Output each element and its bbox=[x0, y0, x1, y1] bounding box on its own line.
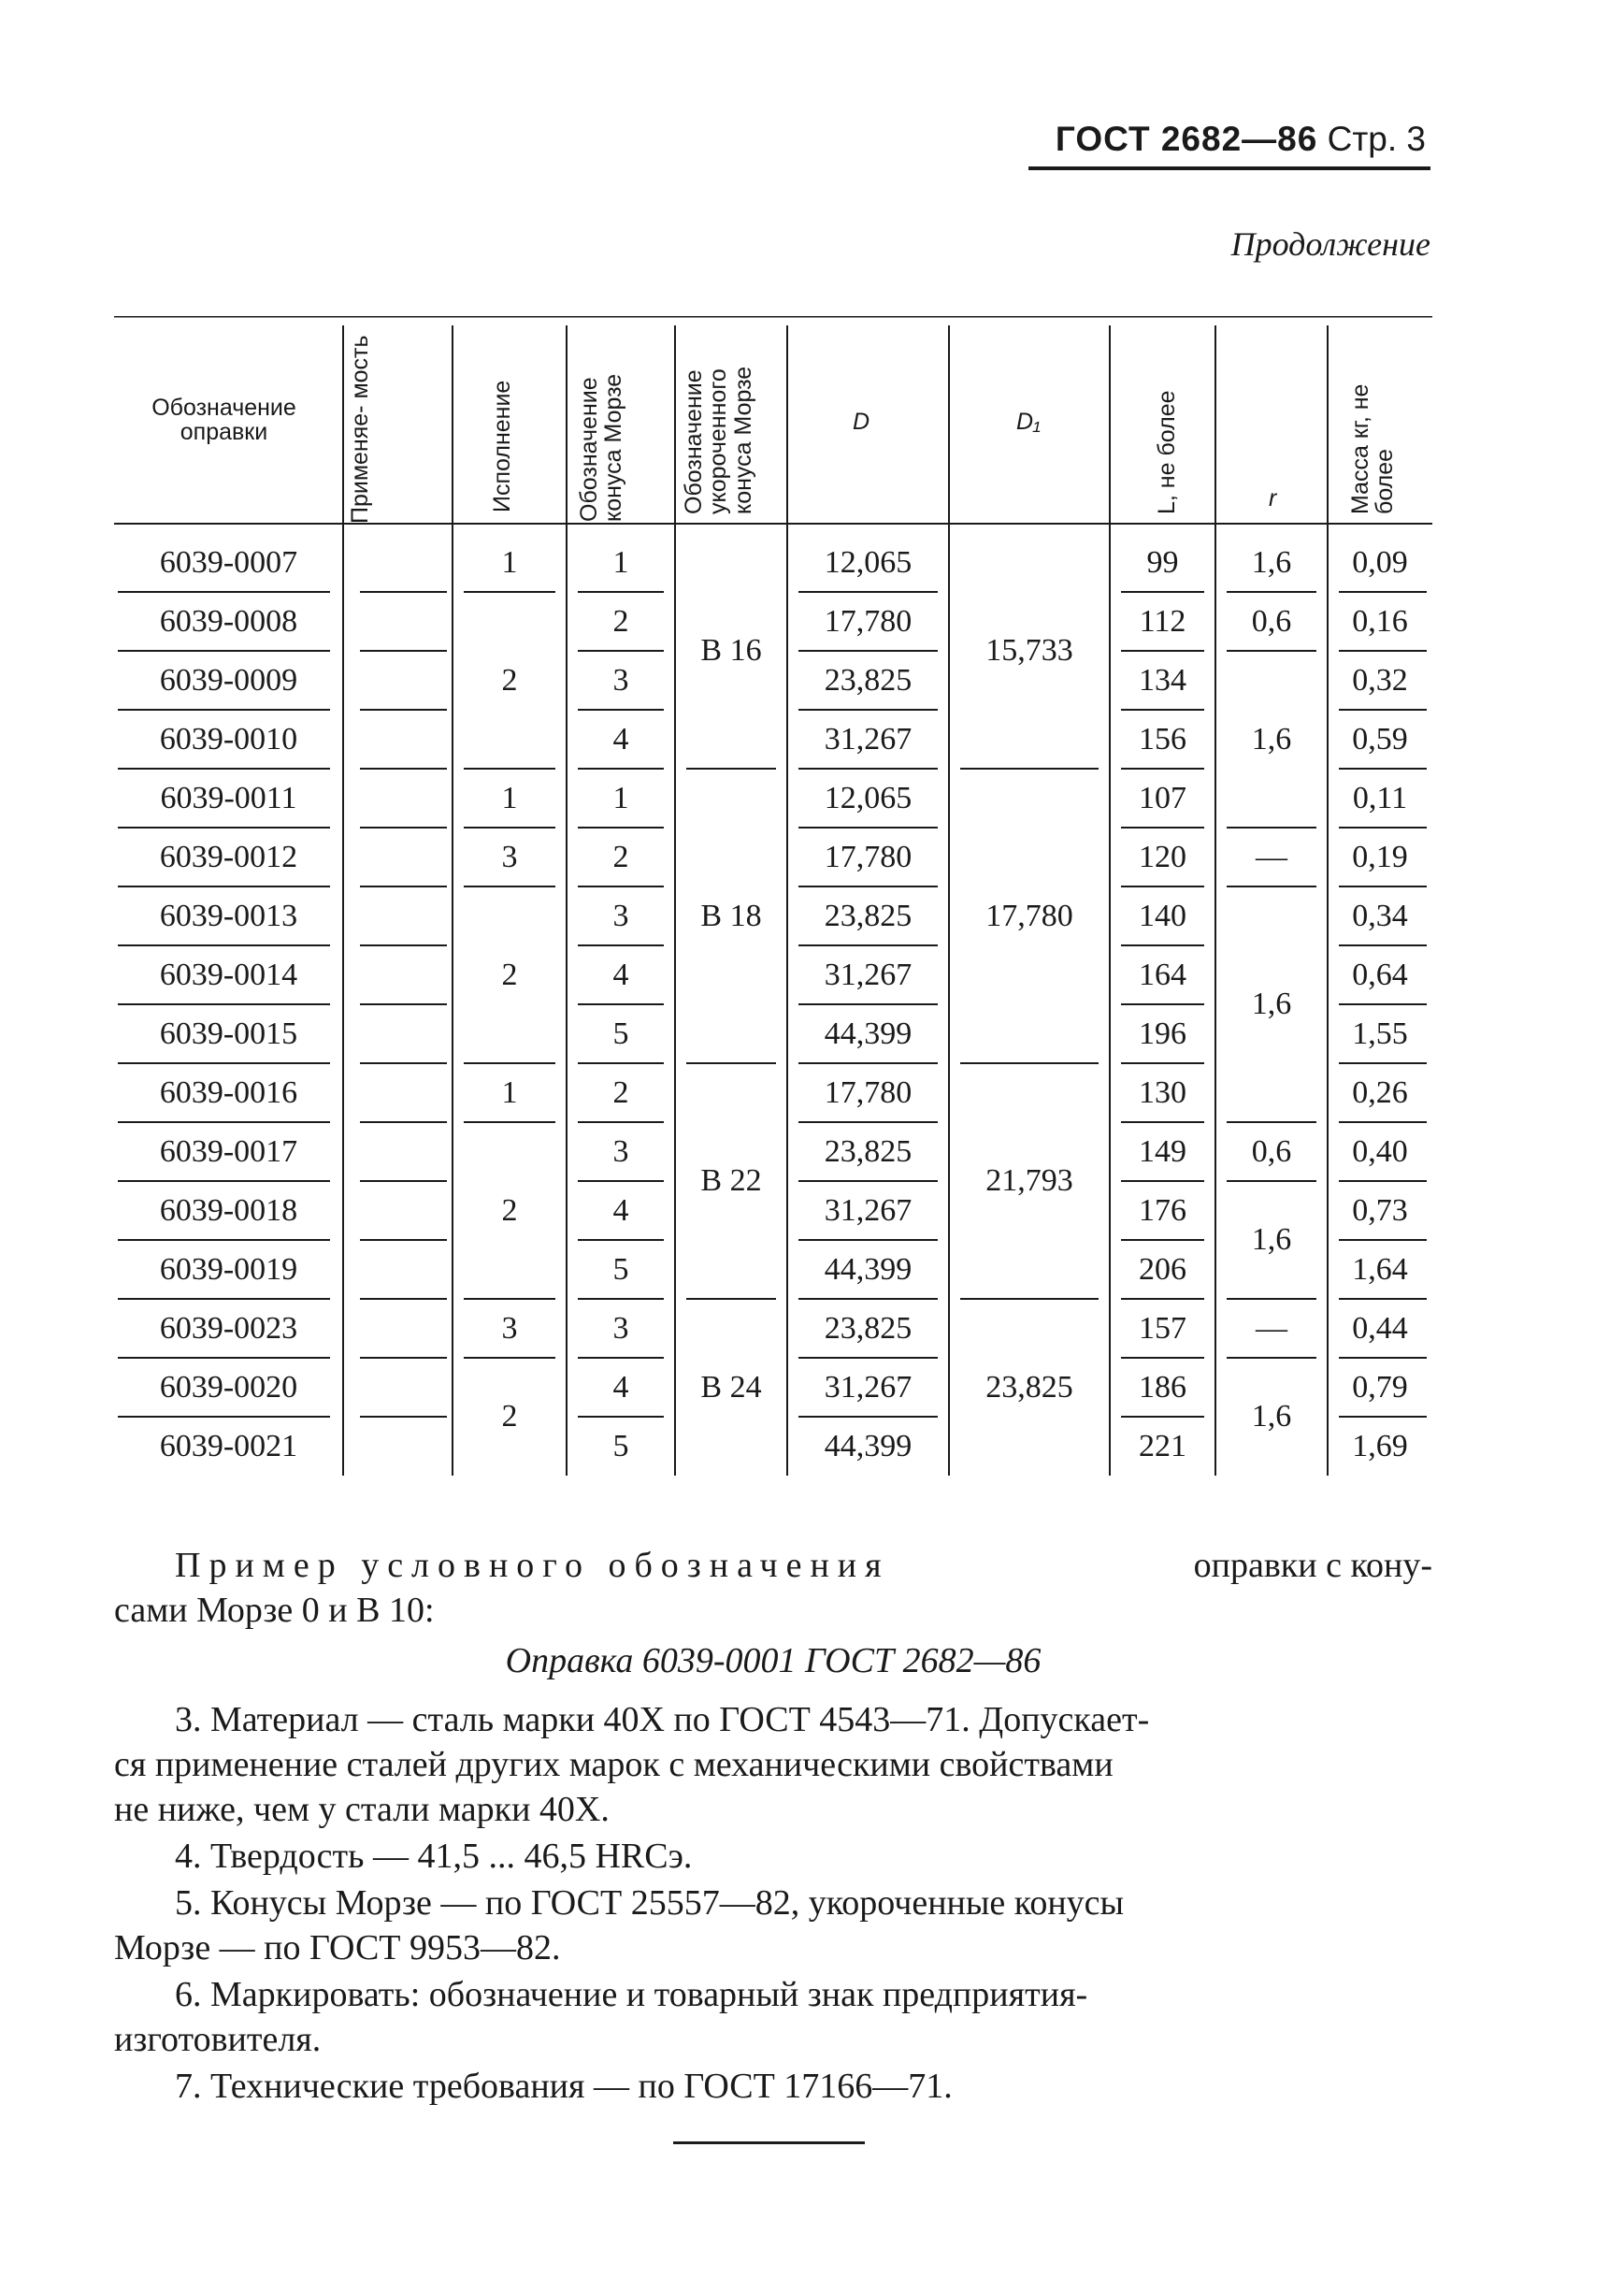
r-cell: 0,6 bbox=[1251, 1133, 1292, 1169]
example-line-2: сами Морзе 0 и B 10: bbox=[114, 1591, 435, 1630]
l-cell: 149 bbox=[1139, 1133, 1186, 1169]
mass-cell: 1,64 bbox=[1352, 1251, 1408, 1287]
morse-taper-cell: 1 bbox=[612, 780, 629, 815]
d-cell: 31,267 bbox=[824, 1369, 913, 1405]
d-cell: 44,399 bbox=[824, 1251, 913, 1287]
r-cell: 1,6 bbox=[1251, 721, 1292, 757]
mass-cell: 1,69 bbox=[1352, 1428, 1408, 1463]
designation-cell: 6039-0023 bbox=[159, 1310, 298, 1346]
designation-cell: 6039-0010 bbox=[159, 721, 298, 757]
r-cell: 1,6 bbox=[1251, 1222, 1292, 1257]
mass-cell: 0,64 bbox=[1352, 957, 1408, 992]
version-cell: 3 bbox=[501, 1310, 518, 1346]
mass-cell: 0,73 bbox=[1352, 1192, 1408, 1228]
l-cell: 206 bbox=[1139, 1251, 1186, 1287]
mass-cell: 0,79 bbox=[1352, 1369, 1408, 1405]
morse-taper-cell: 3 bbox=[612, 898, 629, 933]
designation-cell: 6039-0015 bbox=[159, 1016, 298, 1051]
morse-taper-cell: 5 bbox=[612, 1251, 629, 1287]
mass-cell: 0,32 bbox=[1352, 662, 1408, 698]
header-version: Исполнение bbox=[489, 380, 515, 512]
example-spaced-text: Пример условного обозначения bbox=[175, 1546, 890, 1585]
l-cell: 186 bbox=[1139, 1369, 1186, 1405]
d-cell: 44,399 bbox=[824, 1428, 913, 1463]
version-cell: 1 bbox=[501, 1074, 518, 1110]
short-taper-cell: B 24 bbox=[700, 1369, 762, 1405]
header-d: D bbox=[853, 409, 870, 435]
header-applicability: Применяе- мость bbox=[347, 335, 373, 524]
designation-cell: 6039-0007 bbox=[159, 544, 298, 580]
version-cell: 2 bbox=[501, 1399, 518, 1434]
l-cell: 112 bbox=[1139, 603, 1186, 639]
item-4: 4. Твердость — 41,5 ... 46,5 HRCэ. bbox=[175, 1837, 693, 1876]
header-short-taper: Обозначение укороченного конуса Морзе bbox=[681, 366, 756, 514]
morse-taper-cell: 1 bbox=[612, 544, 629, 580]
version-cell: 1 bbox=[501, 544, 518, 580]
designation-cell: 6039-0011 bbox=[160, 780, 297, 815]
item-6-line-2: изготовителя. bbox=[114, 2020, 322, 2059]
d-cell: 23,825 bbox=[824, 662, 913, 698]
r-cell: 1,6 bbox=[1251, 544, 1292, 580]
item-3-line-3: не ниже, чем у стали марки 40Х. bbox=[114, 1790, 610, 1829]
mass-cell: 0,34 bbox=[1352, 898, 1408, 933]
l-cell: 156 bbox=[1139, 721, 1186, 757]
morse-taper-cell: 5 bbox=[612, 1428, 629, 1463]
item-5-line-2: Морзе — по ГОСТ 9953—82. bbox=[114, 1928, 561, 1967]
example-designation: Оправка 6039-0001 ГОСТ 2682—86 bbox=[505, 1641, 1042, 1680]
morse-taper-cell: 5 bbox=[612, 1016, 629, 1051]
d1-cell: 21,793 bbox=[985, 1163, 1073, 1198]
specification-table bbox=[114, 316, 1432, 1494]
designation-cell: 6039-0021 bbox=[159, 1428, 298, 1463]
l-cell: 164 bbox=[1139, 957, 1186, 992]
morse-taper-cell: 3 bbox=[612, 1133, 629, 1169]
d-cell: 23,825 bbox=[824, 898, 913, 933]
designation-cell: 6039-0014 bbox=[159, 957, 298, 992]
header-l: L, не более bbox=[1154, 390, 1180, 514]
d-cell: 23,825 bbox=[824, 1133, 913, 1169]
r-cell: 1,6 bbox=[1251, 987, 1292, 1021]
l-cell: 99 bbox=[1146, 544, 1179, 580]
item-6-line-1: 6. Маркировать: обозначение и товарный знак предприятия- bbox=[175, 1975, 1088, 2014]
version-cell: 2 bbox=[501, 662, 518, 698]
mass-cell: 0,09 bbox=[1352, 544, 1408, 580]
mass-cell: 1,55 bbox=[1352, 1016, 1408, 1051]
r-cell: 1,6 bbox=[1251, 1399, 1292, 1434]
short-taper-cell: B 18 bbox=[700, 898, 762, 933]
l-cell: 134 bbox=[1139, 662, 1186, 698]
morse-taper-cell: 4 bbox=[612, 957, 629, 992]
d-cell: 12,065 bbox=[824, 780, 913, 815]
mass-cell: 0,40 bbox=[1352, 1133, 1408, 1169]
header-r: r bbox=[1269, 485, 1277, 512]
gost-number: ГОСТ 2682—86 bbox=[1055, 120, 1318, 158]
item-3-line-1: 3. Материал — сталь марки 40Х по ГОСТ 4543—71. Допускает- bbox=[175, 1700, 1150, 1739]
designation-cell: 6039-0017 bbox=[159, 1133, 298, 1169]
d1-cell: 15,733 bbox=[985, 633, 1073, 668]
d-cell: 31,267 bbox=[824, 957, 913, 992]
d-cell: 31,267 bbox=[824, 1192, 913, 1228]
l-cell: 196 bbox=[1139, 1016, 1186, 1051]
mass-cell: 0,44 bbox=[1352, 1310, 1408, 1346]
header-designation: Обозначение оправки bbox=[151, 395, 296, 446]
l-cell: 130 bbox=[1139, 1074, 1186, 1110]
mass-cell: 0,19 bbox=[1352, 839, 1408, 874]
item-5-line-1: 5. Конусы Морзе — по ГОСТ 25557—82, укороченные конусы bbox=[175, 1883, 1125, 1923]
designation-cell: 6039-0008 bbox=[159, 603, 298, 639]
mass-cell: 0,16 bbox=[1352, 603, 1408, 639]
mass-cell: 0,26 bbox=[1352, 1074, 1408, 1110]
r-cell: — bbox=[1256, 1310, 1287, 1346]
example-rest-text: оправки с кону- bbox=[1193, 1546, 1432, 1585]
header-rule bbox=[1028, 166, 1430, 170]
designation-cell: 6039-0019 bbox=[159, 1251, 298, 1287]
l-cell: 157 bbox=[1139, 1310, 1186, 1346]
l-cell: 107 bbox=[1139, 780, 1186, 815]
version-cell: 2 bbox=[501, 1192, 518, 1228]
header-d1: D₁ bbox=[1016, 409, 1041, 435]
d-cell: 44,399 bbox=[824, 1016, 913, 1051]
item-3-line-2: ся применение сталей других марок с механическими свойствами bbox=[114, 1745, 1114, 1784]
short-taper-cell: B 16 bbox=[700, 633, 762, 668]
page-header bbox=[1028, 120, 1426, 159]
end-rule bbox=[673, 2141, 865, 2144]
version-cell: 1 bbox=[501, 780, 518, 815]
designation-cell: 6039-0009 bbox=[159, 662, 298, 698]
morse-taper-cell: 4 bbox=[612, 721, 629, 757]
page-number: Стр. 3 bbox=[1327, 120, 1426, 158]
morse-taper-cell: 3 bbox=[612, 662, 629, 698]
designation-cell: 6039-0020 bbox=[159, 1369, 298, 1405]
header-mass: Масса кг, не более bbox=[1347, 383, 1399, 514]
mass-cell: 0,59 bbox=[1352, 721, 1408, 757]
d-cell: 17,780 bbox=[824, 1074, 913, 1110]
d1-cell: 17,780 bbox=[985, 898, 1073, 933]
d1-cell: 23,825 bbox=[985, 1369, 1073, 1405]
l-cell: 140 bbox=[1139, 898, 1186, 933]
l-cell: 176 bbox=[1139, 1192, 1186, 1228]
version-cell: 3 bbox=[501, 839, 518, 874]
short-taper-cell: B 22 bbox=[700, 1163, 762, 1198]
morse-taper-cell: 3 bbox=[612, 1310, 629, 1346]
r-cell: 0,6 bbox=[1251, 603, 1292, 639]
l-cell: 120 bbox=[1139, 839, 1186, 874]
example-line-1 bbox=[114, 1543, 1432, 1588]
designation-cell: 6039-0018 bbox=[159, 1192, 298, 1228]
l-cell: 221 bbox=[1139, 1428, 1186, 1463]
version-cell: 2 bbox=[501, 957, 518, 992]
d-cell: 31,267 bbox=[824, 721, 913, 757]
r-cell: — bbox=[1256, 839, 1287, 874]
d-cell: 23,825 bbox=[824, 1310, 913, 1346]
d-cell: 17,780 bbox=[824, 839, 913, 874]
continuation-label: Продолжение bbox=[1230, 225, 1430, 263]
header-morse-taper: Обозначение конуса Морзе bbox=[576, 373, 627, 522]
designation-cell: 6039-0013 bbox=[159, 898, 298, 933]
d-cell: 12,065 bbox=[824, 544, 913, 580]
morse-taper-cell: 2 bbox=[612, 603, 629, 639]
morse-taper-cell: 2 bbox=[612, 839, 629, 874]
morse-taper-cell: 4 bbox=[612, 1369, 629, 1405]
mass-cell: 0,11 bbox=[1352, 780, 1408, 815]
designation-cell: 6039-0012 bbox=[159, 839, 298, 874]
d-cell: 17,780 bbox=[824, 603, 913, 639]
morse-taper-cell: 4 bbox=[612, 1192, 629, 1228]
item-7: 7. Технические требования — по ГОСТ 17166—71. bbox=[175, 2067, 953, 2106]
designation-cell: 6039-0016 bbox=[159, 1074, 298, 1110]
morse-taper-cell: 2 bbox=[612, 1074, 629, 1110]
